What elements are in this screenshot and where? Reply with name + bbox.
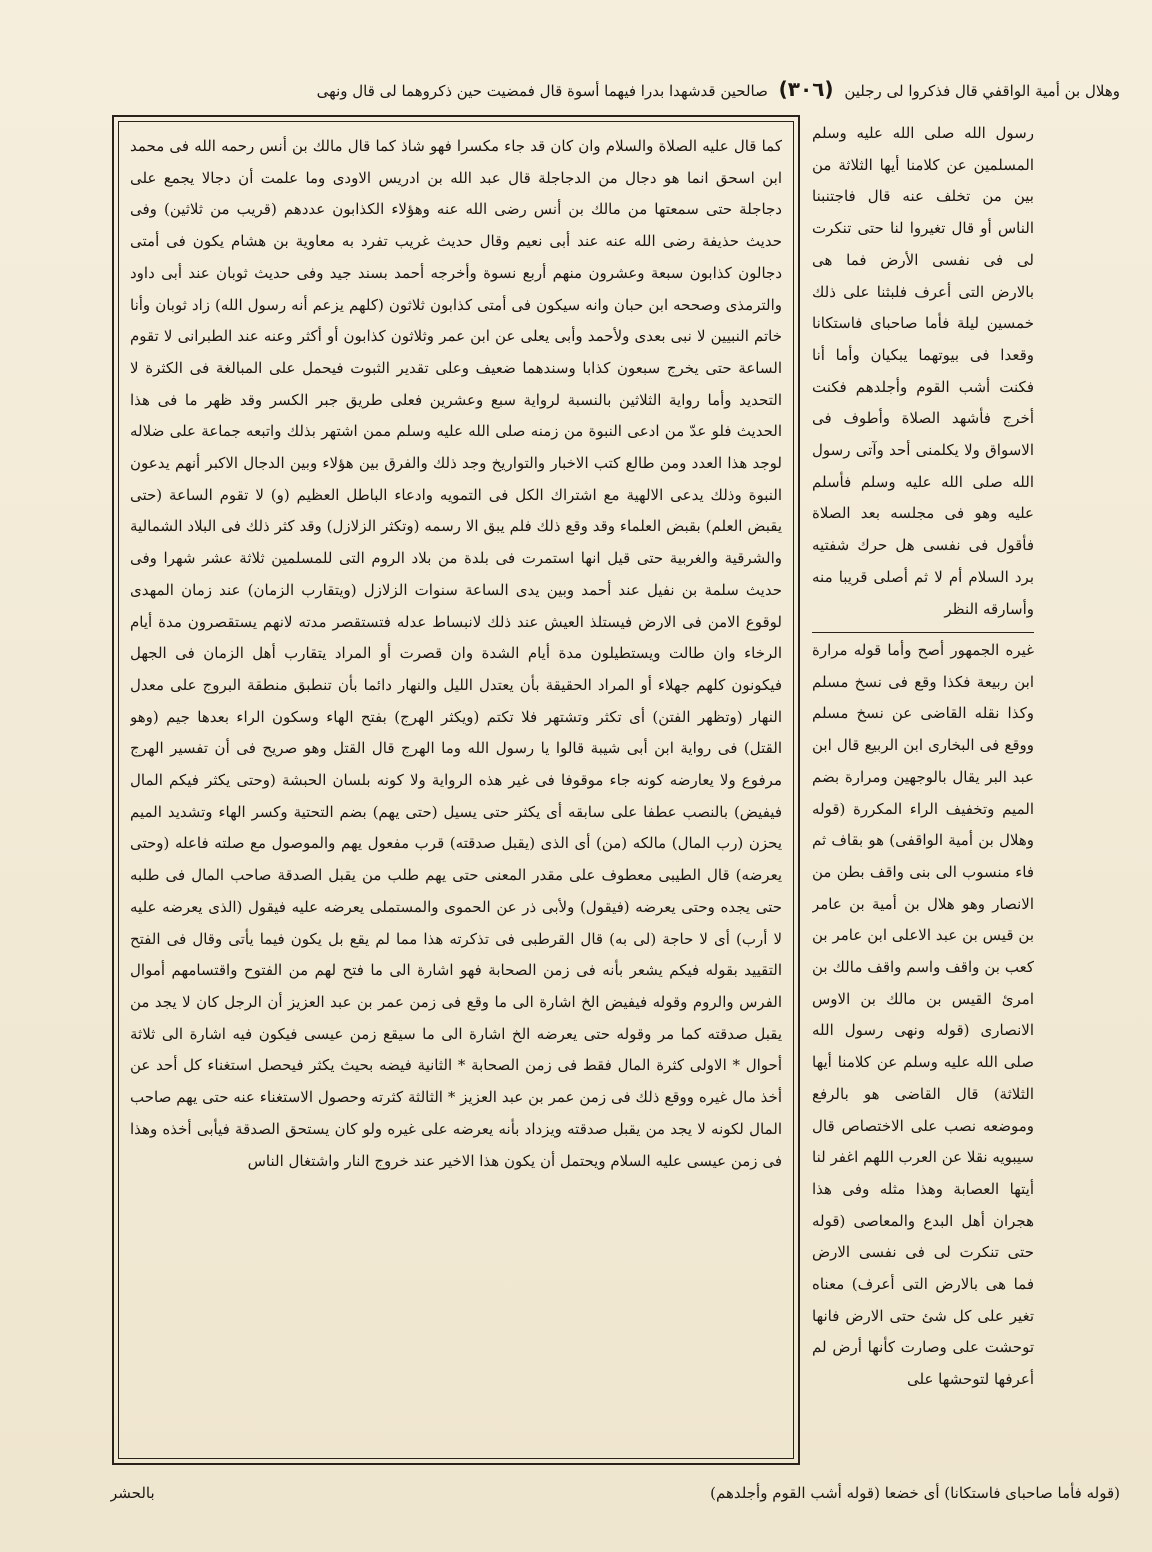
commentary-text: كما قال عليه الصلاة والسلام وان كان قد جاء مكسرا فهو شاذ كما قال مالك بن أنس رحمه الله فى محمد ابن اسحق انما هو دجال من الدجاجلة قال عبد الله بن ادريس الاودى وما علمت أن دجالا يجمع على دجاجلة حتى سمعتها من مالك بن أنس رضى الله عنه وهؤلاء الكذابون عددهم (قريب من ثلاثين) وفى حديث حذيفة رضى الله عنه عند أبى نعيم وقال حديث غريب تفرد به معاوية بن هشام يكون فى أمتى دجالون كذابون سبعة وعشرون منهم أربع نسوة وأخرجه أحمد بسند جيد وفى حديث ثوبان عند أبى داود والترمذى وصححه ابن حبان وانه سيكون فى أمتى كذابون ثلاثون (كلهم يزعم أنه رسول الله) زاد ثوبان وأنا خاتم النبيين لا نبى بعدى ولأحمد وأبى يعلى عن ابن عمر وثلاثون كذابون أو أكثر وعنه عند الطبرانى لا تقوم الساعة حتى يخرج سبعون كذابا وسندهما ضعيف وعلى تقدير الثبوت فيحمل على المبالغة فى الكثرة لا التحديد وأما رواية الثلاثين بالنسبة لرواية سبع وعشرين فعلى طريق جبر الكسر وقد ظهر ما فى هذا الحديث فلو عدّ من ادعى النبوة من زمنه صلى الله عليه وسلم ممن اشتهر بذلك واتبعه جماعة على ضلاله لوجد هذا العدد ومن طالع كتب الاخبار والتواريخ وجد ذلك والفرق بين هؤلاء وبين الدجال الاكبر أنهم يدعون النبوة وذلك يدعى الالهية مع اشتراك الكل فى التمويه وادعاء الباطل العظيم (و) لا تقوم الساعة (حتى يقبض العلم) بقبض العلماء وقد وقع ذلك فلم يبق الا رسمه (وتكثر الزلازل) وقد كثر ذلك فى البلاد الشمالية والشرقية والغربية حتى قيل انها استمرت فى بلدة من بلاد الروم التى للمسلمين ثلاثة عشر شهرا وفى حديث سلمة بن نفيل عند أحمد وبين يدى الساعة سنوات الزلازل (ويتقارب الزمان) عند زمان المهدى لوقوع الامن فى الارض فيستلذ العيش عند ذلك لانبساط عدله فتستقصر مدته لانهم يستقصرون مدة أيام الرخاء وان طالت ويستطيلون مدة أيام الشدة وان قصرت أو المراد يتقارب أهل الزمان فى الجهل فيكونون كلهم جهلاء أو المراد الحقيقة بأن يعتدل الليل والنهار دائما بأن تنطبق منطقة البروج على معدل النهار (وتظهر الفتن) أى تكثر وتشتهر فلا تكتم (ويكثر الهرج) بفتح الهاء وسكون الراء بعدها جيم (وهو القتل) فى رواية ابن أبى شيبة قالوا يا رسول الله وما الهرج قال القتل وهو صريح فى أن تفسير الهرج مرفوع ولا يعارضه كونه جاء موقوفا فى غير هذه الرواية ولا كونه بلسان الحبشة (وحتى يكثر فيكم المال فيفيض) بالنصب عطفا على سابقه أى يكثر حتى يسيل (حتى يهم) بضم التحتية وكسر الهاء وتشديد الميم يحزن (رب المال) مالكه (من) أى الذى (يقبل صدقته) قرب مفعول يهم والموصول مع صلته فاعله (وحتى يعرضه) قال الطيبى معطوف على مقدر المعنى حتى يهم طلب من يقبل الصدقة صاحب المال فى طلبه حتى يجده وحتى يعرضه (فيقول) ولأبى ذر عن الحموى والمستملى يعرضه عليه فيقول (الذى يعرضه عليه لا أرب) أى لا حاجة (لى به) قال القرطبى فى تذكرته هذا مما لم يقع بل يكون فيما يأتى وقال فى الفتح التقييد بقوله فيكم يشعر بأنه فى زمن الصحابة فهو اشارة الى ما فتح لهم من الفتوح واقتسامهم أموال الفرس والروم وقوله فيفيض الخ اشارة الى ما وقع فى زمن عمر بن عبد العزيز أن الرجل كان لا يجد من يقبل صدقته كما مر وقوله حتى يعرضه الخ اشارة الى ما سيقع زمن عيسى فيكون فيه اشارة الى ثلاثة أحوال * الاولى كثرة المال فقط فى زمن الصحابة * الثانية فيضه بحيث يكثر فيحصل استغناء كل أحد عن أخذ مال غيره ووقع ذلك فى زمن عمر بن عبد العزيز * الثالثة كثرته وحصول الاستغناء عنه حتى يهم صاحب المال لكونه لا يجد من يقبل صدقته ويزداد بأنه يعرضه على غيره ولو كان يستحق الصدقة فيأبى أخذه وهذا فى زمن عيسى عليه السلام ويحتمل أن يكون هذا الاخير عند خروج النار واشتغال الناس — [130, 137, 782, 1170]
margin-divider — [812, 632, 1034, 633]
header-text-right: وهلال بن أمية الواقفي قال فذكروا لى رجلين — [844, 82, 1120, 100]
margin-column — [812, 118, 1034, 1455]
margin-commentary-text: غيره الجمهور أصح وأما قوله مرارة ابن ربيعة فكذا وقع فى نسخ مسلم وكذا نقله القاضى عن نسخ مسلم ووقع فى البخارى ابن الربيع قال ابن عبد البر يقال بالوجهين ومرارة بضم الميم وتخفيف الراء المكررة (قوله وهلال بن أمية الواقفى) هو بقاف ثم فاء منسوب الى بنى واقف بطن من الانصار وهو هلال بن أمية بن عامر بن قيس بن عبد الاعلى ابن عامر بن كعب بن واقف واسم واقف مالك بن امرئ القيس بن مالك بن الاوس الانصارى (قوله ونهى رسول الله صلى الله عليه وسلم عن كلامنا أيها الثلاثة) قال القاضى هو بالرفع وموضعه نصب على الاختصاص قال سيبويه نقلا عن العرب اللهم اغفر لنا أيتها العصابة وهذا مثله وفى هذا هجران أهل البدع والمعاصى (قوله حتى تنكرت لى فى نفسى الارض فما هى بالارض التى أعرف) معناه تغير على كل شئ حتى الارض فانها توحشت على وصارت كأنها أرض لم أعرفها لتوحشها على — [812, 641, 1034, 1389]
margin-hadith-text: رسول الله صلى الله عليه وسلم المسلمين عن كلامنا أيها الثلاثة من بين من تخلف عنه قال فاجتنبنا الناس أو قال تغيروا لنا حتى تنكرت لى فى نفسى الأرض فما هى بالارض التى أعرف فلبثنا على ذلك خمسين ليلة فأما صاحباى فاستكانا وقعدا فى بيوتهما يبكيان وأما أنا فكنت أشب القوم وأجلدهم فكنت أخرج فأشهد الصلاة وأطوف فى الاسواق ولا يكلمنى أحد وآتى رسول الله صلى الله عليه وسلم فأسلم عليه وهو فى مجلسه بعد الصلاة فأقول فى نفسى هل حرك شفتيه برد السلام أم لا ثم أصلى قريبا منه وأسارقه النظر — [812, 124, 1034, 618]
page-number: (٣٠٦) — [778, 77, 834, 101]
header-text-left: صالحين قدشهدا بدرا فيهما أسوة قال فمضيت حين ذكروهما لى قال ونهى — [316, 82, 768, 100]
page-footer — [110, 1478, 1120, 1508]
page-header — [110, 72, 1120, 106]
commentary-frame — [112, 115, 800, 1465]
catchword: بالحشر — [110, 1484, 155, 1502]
footer-note: (قوله فأما صاحباى فاستكانا) أى خضعا (قوله أشب القوم وأجلدهم) — [710, 1484, 1120, 1502]
